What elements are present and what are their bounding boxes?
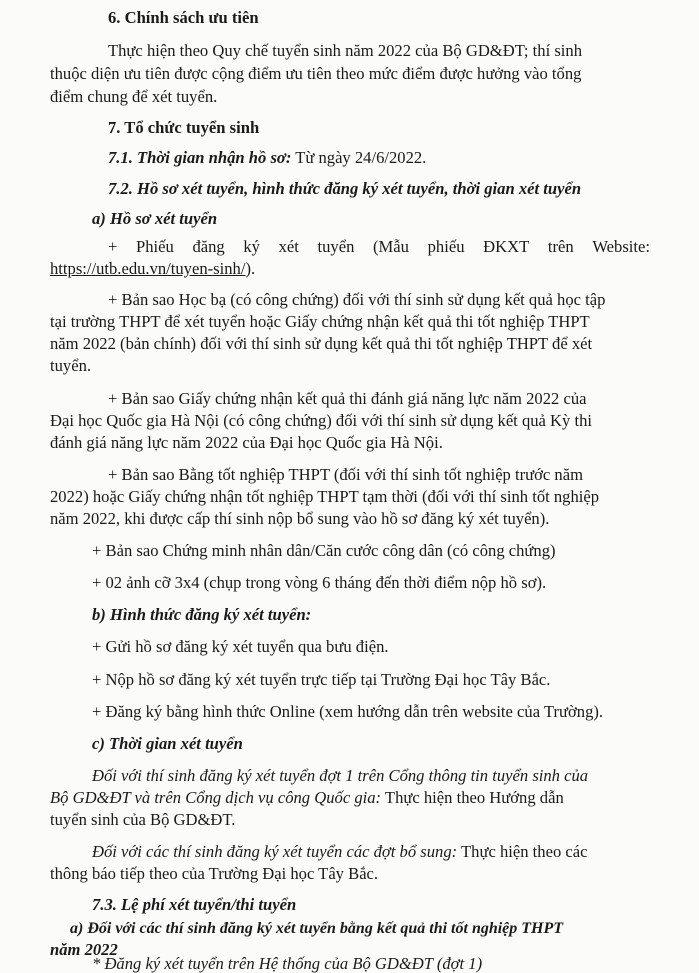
word: phiếu xyxy=(427,237,465,256)
c-paragraph-1-rest: Thực hiện theo Hướng dẫn xyxy=(381,788,564,807)
a-item-3-line-2: Đại học Quốc gia Hà Nội (có công chứng) đối với thí sinh sử dụng kết quả Kỳ thi xyxy=(50,411,592,430)
a-item-4-line-3: năm 2022, khi được cấp thí sinh nộp bổ sung vào hồ sơ đăng ký xét tuyển). xyxy=(50,509,550,528)
b-item-3: + Đăng ký bằng hình thức Online (xem hướng dẫn trên website của Trường). xyxy=(92,702,604,721)
a-item-3-line-3: đánh giá năng lực năm 2022 của Đại học Quốc gia Hà Nội. xyxy=(50,433,443,452)
a-item-5: + Bản sao Chứng minh nhân dân/Căn cước công dân (có công chứng) xyxy=(92,541,556,560)
c-paragraph-1-italic: Bộ GD&ĐT và trên Cổng dịch vụ công Quốc gia: xyxy=(50,788,382,807)
section-7-2-a-heading: a) Hồ sơ xét tuyển xyxy=(92,209,218,228)
c-paragraph-1-line-1: Đối với thí sinh đăng ký xét tuyển đợt 1 trên Cổng thông tin tuyển sinh của xyxy=(92,766,589,785)
section-7-3-note: * Đăng ký xét tuyển trên Hệ thống của Bộ GD&ĐT (đợt 1) xyxy=(92,954,483,973)
admission-website-link[interactable]: https://utb.edu.vn/tuyen-sinh/ xyxy=(50,259,246,278)
section-7-2-c-heading: c) Thời gian xét tuyển xyxy=(92,734,243,753)
section-7-1-text: Từ ngày 24/6/2022. xyxy=(291,148,427,167)
a-item-1-tail: ). xyxy=(245,259,256,278)
section-7-heading: 7. Tổ chức tuyển sinh xyxy=(108,118,260,137)
a-item-2-line-2: tại trường THPT để xét tuyển hoặc Giấy chứng nhận kết quả thi tốt nghiệp THPT xyxy=(50,312,590,331)
section-7-2-b-heading: b) Hình thức đăng ký xét tuyển: xyxy=(92,605,312,624)
b-item-2: + Nộp hồ sơ đăng ký xét tuyển trực tiếp tại Trường Đại học Tây Bắc. xyxy=(92,670,551,689)
a-item-2-line-1: + Bản sao Học bạ (có công chứng) đối với thí sinh sử dụng kết quả học tập xyxy=(108,290,606,309)
section-7-3-heading: 7.3. Lệ phí xét tuyển/thi tuyển xyxy=(92,895,297,914)
c-paragraph-1-line-2 xyxy=(50,787,564,809)
word: ĐKXT xyxy=(483,237,530,256)
word: đăng xyxy=(192,237,225,256)
section-6-text-line-3: điểm chung để xét tuyển. xyxy=(50,87,218,106)
b-item-1: + Gửi hồ sơ đăng ký xét tuyển qua bưu điện. xyxy=(92,637,389,656)
a-item-4-line-2: 2022) hoặc Giấy chứng nhận tốt nghiệp THPT tạm thời (đối với thí sinh tốt nghiệp xyxy=(50,487,600,506)
c-paragraph-2-line-1 xyxy=(92,841,588,863)
word: ký xyxy=(243,237,260,256)
a-item-2-line-4: tuyển. xyxy=(50,356,92,375)
word: tuyển xyxy=(317,237,355,256)
section-7-2-heading: 7.2. Hồ sơ xét tuyển, hình thức đăng ký xét tuyển, thời gian xét tuyển xyxy=(108,179,582,198)
section-7-3-a-line-1: a) Đối với các thí sinh đăng ký xét tuyển bằng kết quả thi tốt nghiệp THPT xyxy=(70,920,564,937)
c-paragraph-2-line-2: thông báo tiếp theo của Trường Đại học Tây Bắc. xyxy=(50,864,379,883)
a-item-1-line-2 xyxy=(50,258,255,280)
c-paragraph-1-line-3: tuyển sinh của Bộ GD&ĐT. xyxy=(50,810,236,829)
section-7-1 xyxy=(108,147,426,169)
word: xét xyxy=(278,237,299,256)
section-6-text-line-1: Thực hiện theo Quy chế tuyển sinh năm 2022 của Bộ GD&ĐT; thí sinh xyxy=(108,41,583,60)
c-paragraph-2-rest: Thực hiện theo các xyxy=(457,842,588,861)
word: + xyxy=(108,237,118,256)
a-item-2-line-3: năm 2022 (bản chính) đối với thí sinh sử dụng kết quả thi tốt nghiệp THPT để xét xyxy=(50,334,593,353)
word: (Mẫu xyxy=(373,237,409,256)
section-7-1-label: 7.1. Thời gian nhận hồ sơ: xyxy=(108,148,292,167)
section-7-3-a-line-2: năm 2022 xyxy=(50,940,118,959)
a-item-1-line-1 xyxy=(108,236,650,258)
section-6-heading: 6. Chính sách ưu tiên xyxy=(108,8,259,27)
word: Website: xyxy=(592,237,650,256)
word: trên xyxy=(547,237,574,256)
word: Phiếu xyxy=(136,237,174,256)
a-item-6: + 02 ảnh cỡ 3x4 (chụp trong vòng 6 tháng đến thời điểm nộp hồ sơ). xyxy=(92,573,547,592)
a-item-4-line-1: + Bản sao Bằng tốt nghiệp THPT (đối với thí sinh tốt nghiệp trước năm xyxy=(108,465,583,484)
c-paragraph-2-italic: Đối với các thí sinh đăng ký xét tuyển các đợt bổ sung: xyxy=(92,842,458,861)
a-item-3-line-1: + Bản sao Giấy chứng nhận kết quả thi đánh giá năng lực năm 2022 của xyxy=(108,389,587,408)
section-6-text-line-2: thuộc diện ưu tiên được cộng điểm ưu tiên theo mức điểm được hưởng vào tổng xyxy=(50,64,582,83)
